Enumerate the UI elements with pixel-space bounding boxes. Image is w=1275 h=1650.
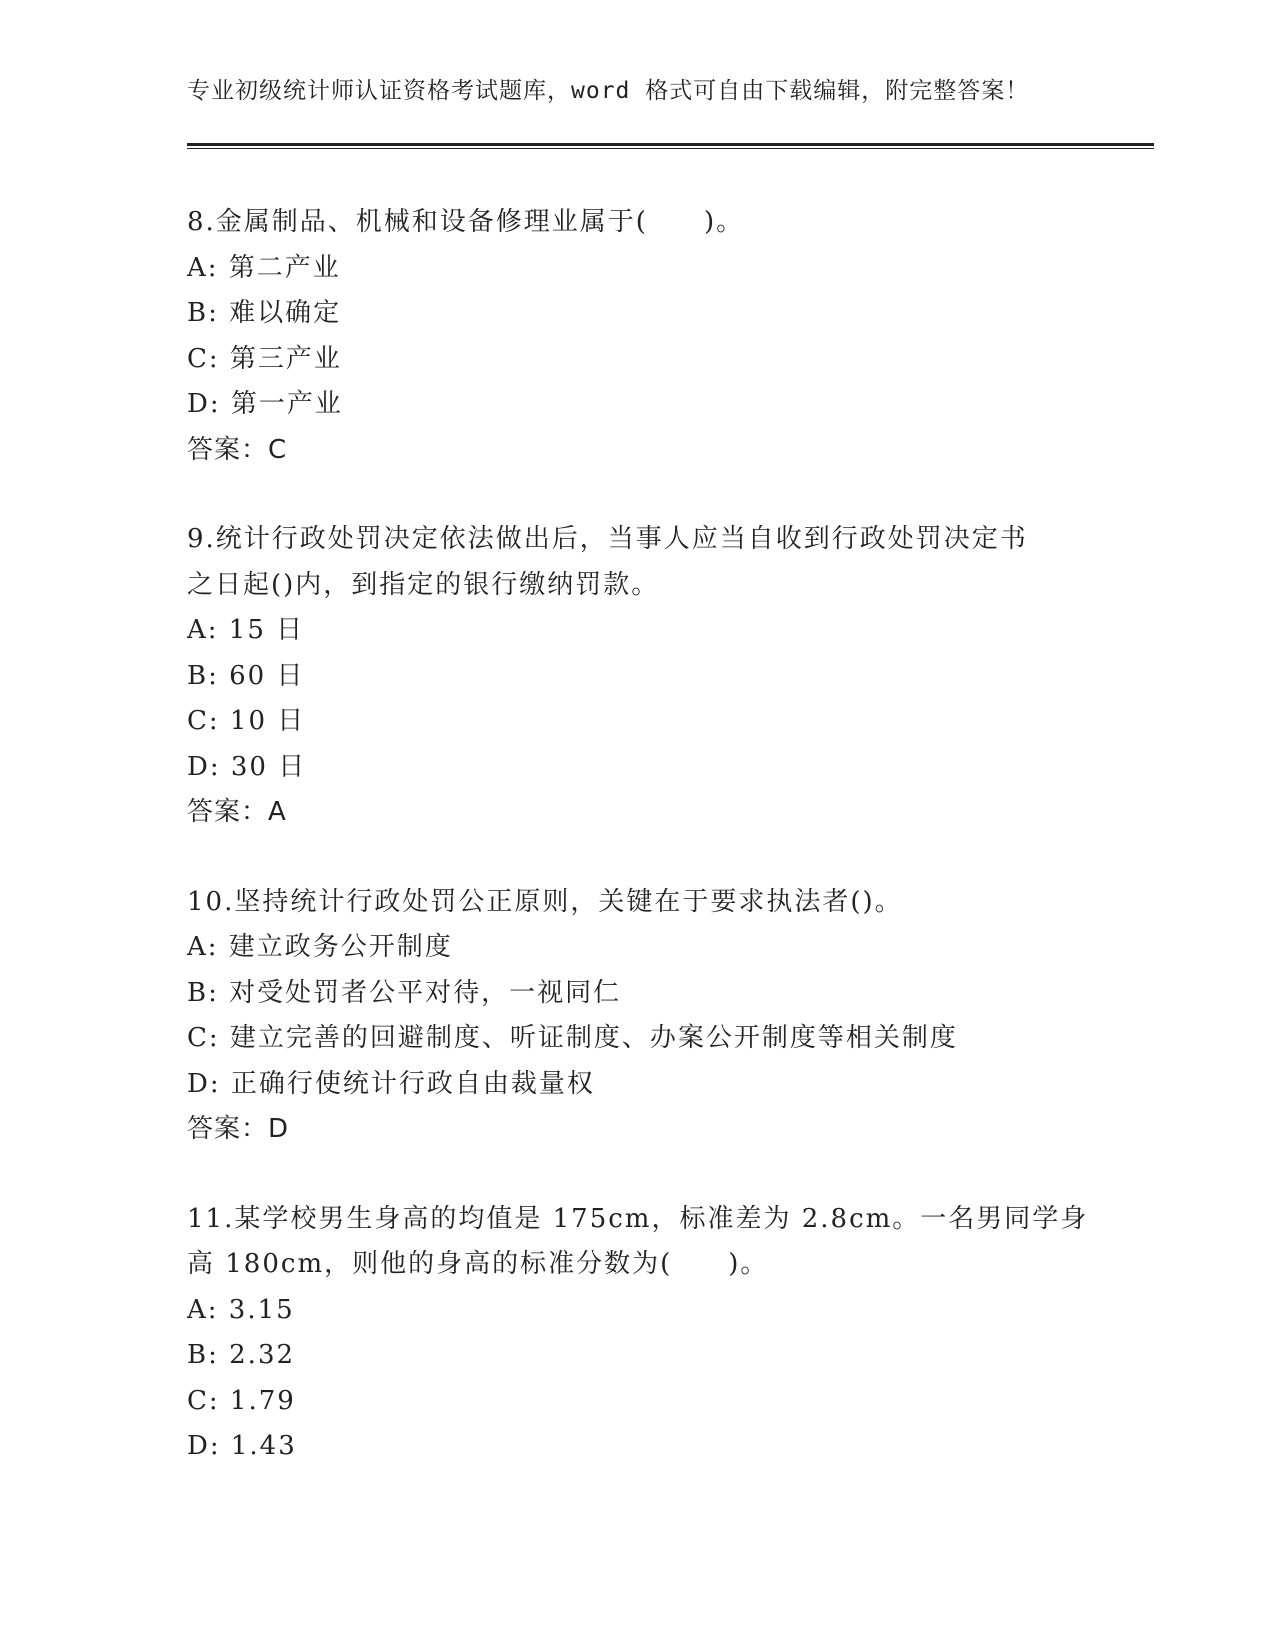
option-c: C: 10 日	[187, 706, 306, 736]
option-d: D: 1.43	[187, 1431, 297, 1461]
answer-line: 答案：D	[187, 1114, 290, 1144]
page-header-text: 专业初级统计师认证资格考试题库，word 格式可自由下载编辑，附完整答案！	[187, 78, 1030, 104]
option-b: B: 对受处罚者公平对待，一视同仁	[187, 977, 622, 1008]
option-a: A: 建立政务公开制度	[187, 932, 453, 962]
question-stem-line: 之日起()内，到指定的银行缴纳罚款。	[187, 569, 660, 600]
question-stem-line: 10.坚持统计行政处罚公正原则，关键在于要求执法者()。	[187, 886, 903, 917]
option-d: D: 正确行使统计行政自由裁量权	[187, 1068, 595, 1099]
question-stem-line: 8.金属制品、机械和设备修理业属于( )。	[187, 207, 745, 237]
answer-line: 答案：C	[187, 434, 288, 465]
option-b: B: 2.32	[187, 1340, 296, 1370]
question-8	[187, 200, 1087, 473]
header-divider	[187, 143, 1154, 149]
question-stem-line: 高 180cm，则他的身高的标准分数为( )。	[187, 1249, 769, 1279]
question-stem-line: 11.某学校男生身高的均值是 175cm，标准差为 2.8cm。一名男同学身	[187, 1203, 1089, 1234]
option-a: A: 3.15	[187, 1294, 295, 1325]
option-b: B: 60 日	[187, 660, 305, 691]
option-c: C: 1.79	[187, 1385, 296, 1416]
option-d: D: 30 日	[187, 751, 307, 782]
option-a: A: 第二产业	[187, 252, 341, 283]
option-b: B: 难以确定	[187, 298, 342, 328]
question-10	[187, 880, 1087, 1153]
question-stem-line: 9.统计行政处罚决定依法做出后，当事人应当自收到行政处罚决定书	[187, 524, 1028, 554]
option-c: C: 建立完善的回避制度、听证制度、办案公开制度等相关制度	[187, 1023, 958, 1053]
option-a: A: 15 日	[187, 615, 305, 645]
option-c: C: 第三产业	[187, 343, 342, 374]
question-9	[187, 517, 1087, 836]
question-11	[187, 1197, 1087, 1470]
option-d: D: 第一产业	[187, 389, 343, 419]
question-list	[187, 200, 1087, 1514]
answer-line: 答案：A	[187, 797, 287, 827]
